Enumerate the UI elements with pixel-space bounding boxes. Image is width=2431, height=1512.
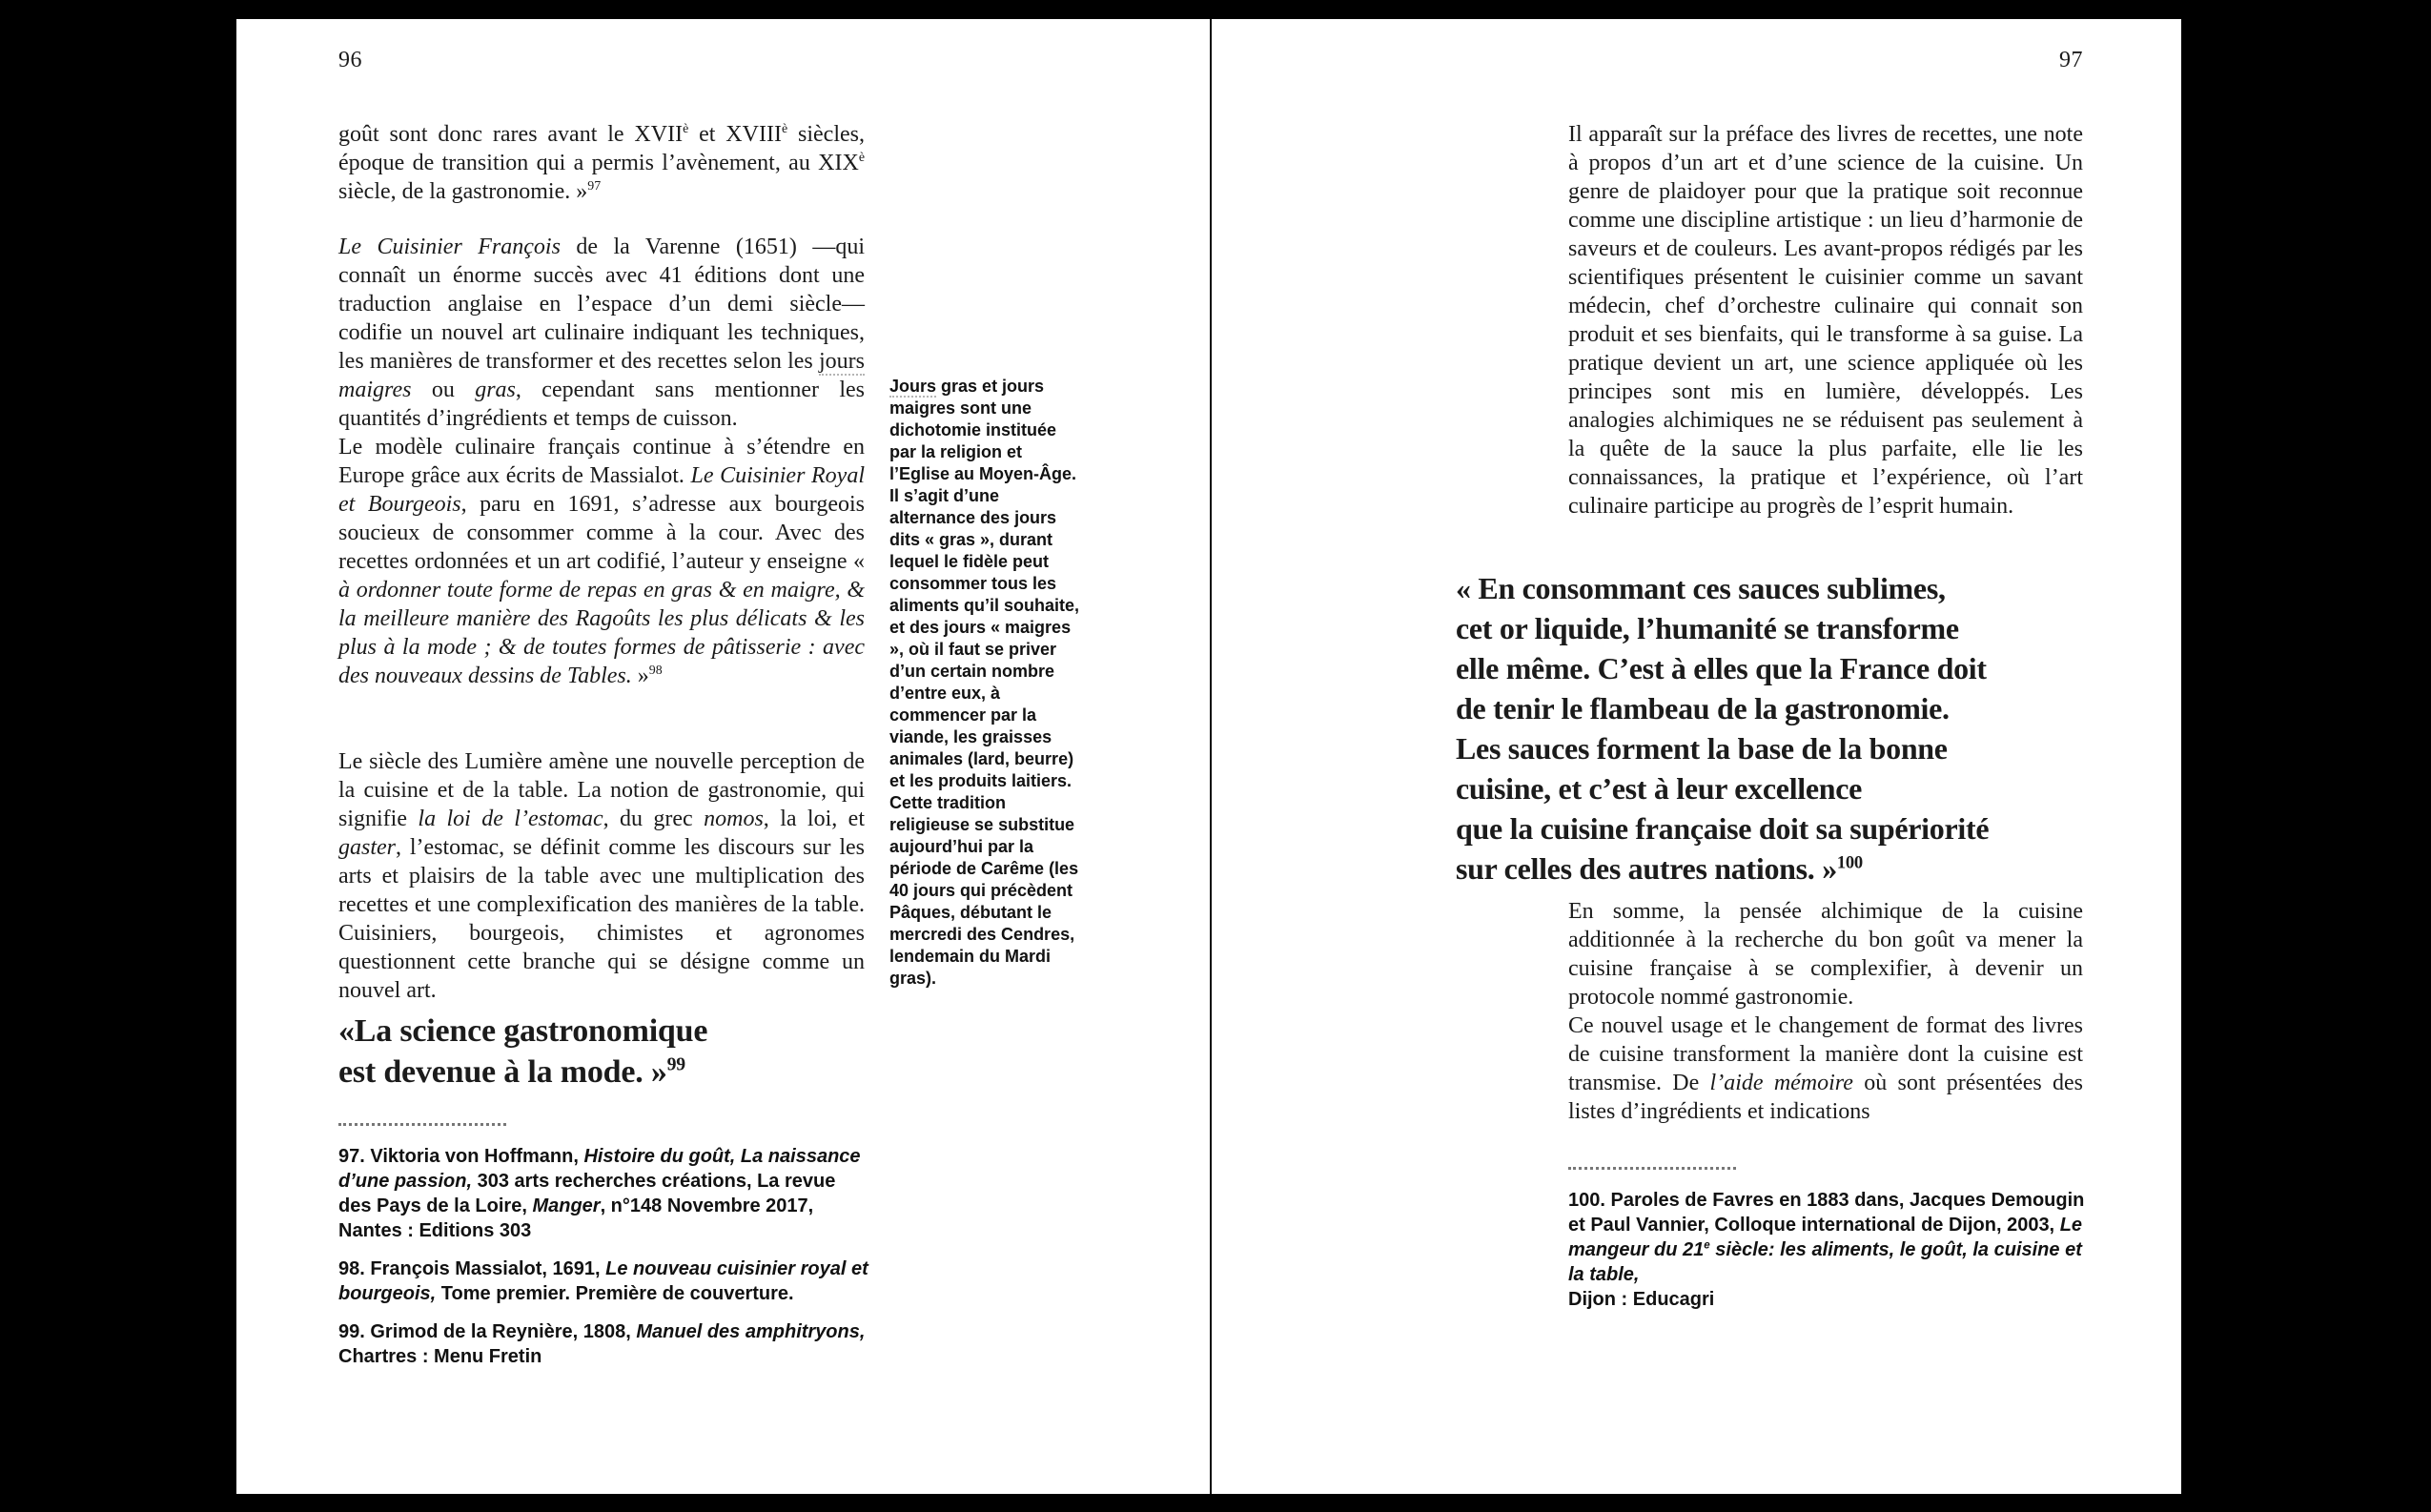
body-paragraph-5 <box>1568 897 2083 1126</box>
footnote-separator-right <box>1568 1167 1736 1170</box>
section-heading-quote: «La science gastronomique est devenue à la mode. »$^{99}$ <box>338 1013 708 1090</box>
footnote-98: 98. François Massialot, 1691, Le nouveau cuisinier royal et bourgeois, Tome premier. Première de couverture. <box>338 1258 868 1304</box>
page-number-left: 96 <box>338 48 362 72</box>
footnotes-left <box>338 1144 872 1369</box>
footnote-100: 100. Paroles de Favres en 1883 dans, Jacques Demougin et Paul Vannier, Colloque international de Dijon, 2003, Le mangeur du 21e siècle: les aliments, le goût, la cuisine et la table, Dijon : Educagri <box>1568 1190 2085 1310</box>
footnote-97: 97. Viktoria von Hoffmann, Histoire du goût, La naissance d’une passion, 303 arts recherches créations, La revue des Pays de la Loire, Manger, n°148 Novembre 2017, Nantes : Editions 303 <box>338 1146 861 1241</box>
footnotes-right <box>1568 1188 2102 1312</box>
body-paragraph-2b: Le modèle culinaire français continue à s’étendre en Europe grâce aux écrits de Massialot. Le Cuisinier Royal et Bourgeois, paru en 1691, s’adresse aux bourgeois soucieux de consommer comme à la cour. Avec des recettes ordonnées et un art codifié, l’auteur y enseigne « à ordonner toute forme de repas en gras & en maigre, & la meilleure manière des Ragoûts les plus délicats & les plus à la mode ; & de toutes formes de pâtisserie : avec des nouveaux dessins de Tables. »$^{98}$ <box>338 435 865 688</box>
body-paragraph-2a: Le Cuisinier François de la Varenne (1651) —qui connaît un énorme succès avec 41 éditions dont une traduction anglaise en l’espace d’un demi siècle— codifie un nouvel art culinaire indiquant les techniques, les manières de transformer et des recettes selon les jours maigres ou gras, cependant sans mentionner les quantités d’ingrédients et temps de cuisson. <box>338 235 865 431</box>
body-paragraph-4: Il apparaît sur la préface des livres de recettes, une note à propos d’un art et d’une science de la cuisine. Un genre de plaidoyer pour que la pratique soit reconnue comme une discipline artistique : un lieu d’harmonie de saveurs et de couleurs. Les avant-propos rédigés par les scientifiques présentent le cuisinier comme un savant médecin, chef d’orchestre culinaire qui connait son produit et ses bienfaits, qui le transforme à sa guise. La pratique devient un art, une science appliquée où les principes sont mis en lumière, développés. Les analogies alchimiques ne se réduisent pas seulement à la quête de la sauce la plus parfaite, elle lie les connaissances, la pratique et l’expérience, où l’art culinaire participe au progrès de l’esprit humain. <box>1568 122 2083 519</box>
margin-note-jours-gras: Jours gras et jours maigres sont une dichotomie instituée par la religion et l’Eglise au Moyen-Âge. Il s’agit d’une alternance des jours dits « gras », durant lequel le fidèle peut consommer tous les aliments qu’il souhaite, et des jours « maigres », où il faut se priver d’un certain nombre d’entre eux, à commencer par la viande, les graisses animales (lard, beurre) et les produits laitiers. Cette tradition religieuse se substitue aujourd’hui par la période de Carême (les 40 jours qui précèdent Pâques, débutant le mercredi des Cendres, lendemain du Mardi gras). <box>889 377 1080 988</box>
book-spread <box>236 19 2181 1494</box>
pull-quote-sauces: « En consommant ces sauces sublimes, cet or liquide, l’humanité se transforme elle même. C’est à elles que la France doit de tenir le flambeau de la gastronomie. Les sauces forment la base de la bonne cuisine, et c’est à leur excellence que la cuisine française doit sa supériorité sur celles des autres nations. »$^{100}$ <box>1456 571 1990 886</box>
footnote-99: 99. Grimod de la Reynière, 1808, Manuel des amphitryons, Chartres : Menu Fretin <box>338 1321 866 1367</box>
body-paragraph-2 <box>338 233 865 690</box>
body-paragraph-5b: Ce nouvel usage et le changement de format des livres de cuisine transforment la manière dont la cuisine est transmise. De l’aide mémoire où sont présentées des listes d’ingrédients et indications <box>1568 1013 2083 1124</box>
body-paragraph-5a: En somme, la pensée alchimique de la cuisine additionnée à la recherche du bon goût va mener la cuisine française à se complexifier, à devenir un protocole nommé gastronomie. <box>1568 899 2083 1010</box>
footnote-separator-left <box>338 1123 506 1126</box>
body-paragraph-1: goût sont donc rares avant le $XVII^è$ et $XVIII^è$ siècles, époque de transition qui a permis l’avènement, au $XIX^è$ siècle, de la gastronomie. »$^{97}$ <box>338 122 865 204</box>
page-number-right: 97 <box>2059 48 2083 72</box>
body-paragraph-3: Le siècle des Lumière amène une nouvelle perception de la cuisine et de la table. La notion de gastronomie, qui signifie la loi de l’estomac, du grec nomos, la loi, et gaster, l’estomac, se définit comme les discours sur les arts et plaisirs de la table avec une multiplication des recettes et une complexification des manières de la table. Cuisiniers, bourgeois, chimistes et agronomes questionnent cette branche qui se désigne comme un nouvel art. <box>338 749 865 1003</box>
page-gutter-divider <box>1210 19 1212 1494</box>
